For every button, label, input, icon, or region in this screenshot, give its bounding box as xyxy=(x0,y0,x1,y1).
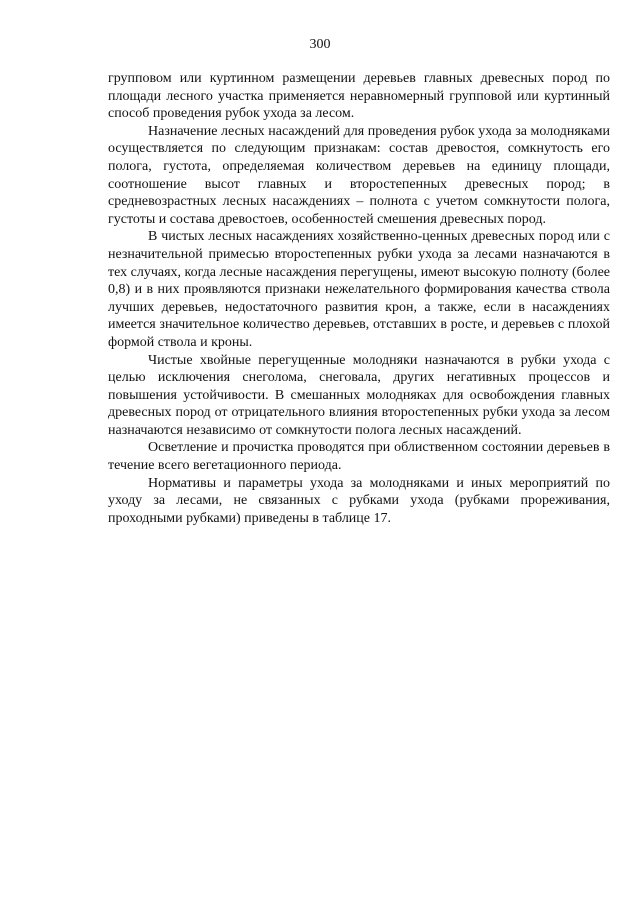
page-number: 300 xyxy=(309,37,331,52)
paragraph-clearing-timing: Осветление и прочистка проводятся при облиственном состоянии деревьев в течение всего вегетационного периода. xyxy=(108,440,610,474)
paragraph-coniferous-young-stands: Чистые хвойные перегущенные молодняки назначаются в рубки ухода с целью исключения снеголома, снеговала, других негативных процессов и повышения устойчивости. В смешанных молодняках для освобождения главных древесных пород от отрицательного влияния второстепенных рубки ухода за лесом назначаются независимо от сомкнутости полога лесных насаждений. xyxy=(108,352,610,438)
paragraph-continuation: групповом или куртинном размещении деревьев главных древесных пород по площади лесного участка применяется неравномерный групповой или куртинный способ проведения рубок ухода за лесом. xyxy=(108,71,610,122)
paragraph-table-reference: Нормативы и параметры ухода за молодняками и иных мероприятий по уходу за лесами, не связанных с рубками ухода (рубками прореживания, проходными рубками) приведены в таблице 17. xyxy=(108,475,610,526)
paragraph-assignment-criteria: Назначение лесных насаждений для проведения рубок ухода за молодняками осуществляется по следующим признакам: состав древостоя, сомкнутость его полога, густота, определяемая количеством деревьев на единицу площади, соотношение высот главных и второстепенных древесных пород; в средневозрастных лесных насаждениях – полнота с учетом сомкнутости полога, густоты и состава древостоев, особенностей смешения древесных пород. xyxy=(108,123,610,227)
body-text xyxy=(108,70,610,527)
paragraph-pure-stands: В чистых лесных насаждениях хозяйственно-ценных древесных пород или с незначительной примесью второстепенных рубки ухода за лесами назначаются в тех случаях, когда лесные насаждения перегущены, имеют высокую полноту (более 0,8) и в них проявляются признаки нежелательного формирования качества ствола лучших деревьев, недостаточного развития крон, а также, если в насаждениях имеется значительное количество деревьев, отставших в росте, и деревьев с плохой формой ствола и кроны. xyxy=(108,229,610,350)
